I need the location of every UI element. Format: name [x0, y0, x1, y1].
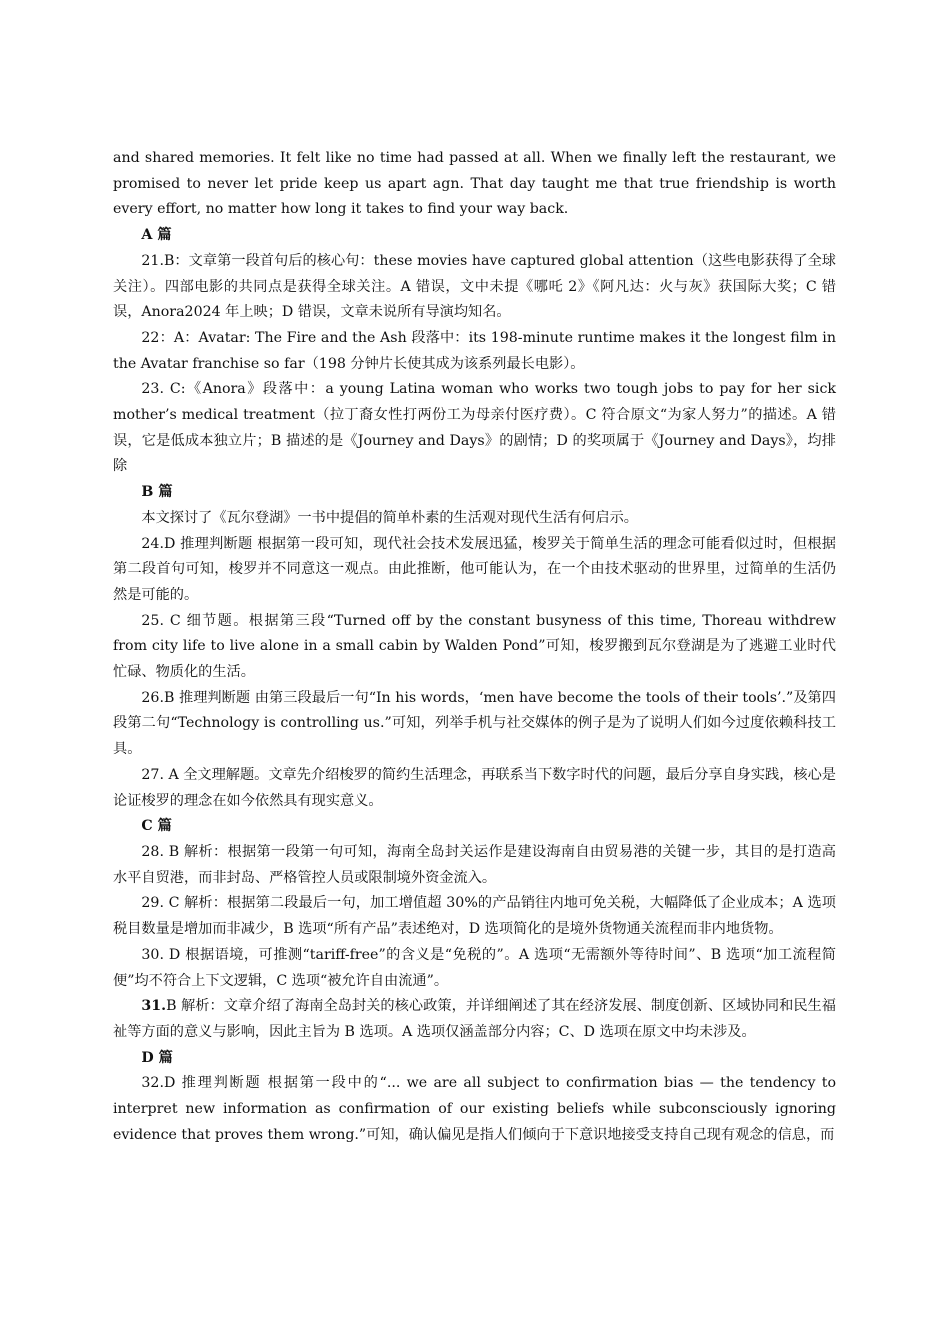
section-b-heading: B 篇 [141, 484, 173, 501]
answer-key-page [113, 146, 836, 1148]
answer-31 [113, 994, 836, 1045]
section-b-summary: 本文探讨了《瓦尔登湖》一书中提倡的简单朴素的生活观对现代生活有何启示。 [141, 509, 638, 526]
answer-21: 21.B：文章第一段首句后的核心句：these movies have captured global attention（这些电影获得了全球关注）。四部电影的共同点是获得全球关注。A 错误，文中未提《哪吒 2》《阿凡达：火与灰》获国际大奖；C 错误，Anora2024 年上映；D 错误，文章未说所有导演均知名。 [113, 252, 836, 321]
section-a-heading: A 篇 [141, 227, 172, 244]
answer-30: 30. D 根据语境，可推测“tariff-free”的含义是“免税的”。A 选项“无需额外等待时间”、B 选项“加工流程简便”均不符合上下文逻辑，C 选项“被允许自由流通”。 [113, 946, 836, 989]
answer-22: 22：A：Avatar: The Fire and the Ash 段落中：its 198-minute runtime makes it the longest film in the Avatar franchise so far（198 分钟片长使其成为该系列最长电影）。 [113, 329, 836, 372]
answer-27: 27. A 全文理解题。文章先介绍梭罗的简约生活理念，再联系当下数字时代的问题，最后分享自身实践，核心是论证梭罗的理念在如今依然具有现实意义。 [113, 766, 836, 809]
section-d-heading: D 篇 [141, 1049, 173, 1066]
answer-23: 23. C:《Anora》段落中：a young Latina woman who works two tough jobs to pay for her sick mother’s medical treatment（拉丁裔女性打两份工为母亲付医疗费）。C 符合原文“为家人努力”的描述。A 错误，它是低成本独立片；B 描述的是《Journey and Days》的剧情；D 的奖项属于《Journey and Days》，均排除 [113, 381, 836, 475]
passage-continuation: and shared memories. It felt like no time had passed at all. When we finally left the restaurant, we promised to never let pride keep us apart agn. That day taught me that true friendship is worth every effort, no matter how long it takes to find your way back. [113, 150, 836, 218]
answer-31-text: B 解析：文章介绍了海南全岛封关的核心政策，并详细阐述了其在经济发展、制度创新、区域协同和民生福祉等方面的意义与影响，因此主旨为 B 选项。A 选项仅涵盖部分内容；C、D 选项在原文中均未涉及。 [113, 998, 836, 1040]
answer-32: 32.D 推理判断题 根据第一段中的“... we are all subject to confirmation bias — the tendency to interpret new information as confirmation of our existing beliefs while subconsciously ignoring evidence that proves them wrong.”可知，确认偏见是指人们倾向于下意识地接受支持自己现有观念的信息，而 [113, 1075, 836, 1143]
answer-29: 29. C 解析：根据第二段最后一句，加工增值超 30%的产品销往内地可免关税，大幅降低了企业成本；A 选项税目数量是增加而非减少，B 选项“所有产品”表述绝对，D 选项简化的是境外货物通关流程而非内地货物。 [113, 895, 836, 938]
answer-24: 24.D 推理判断题 根据第一段可知，现代社会技术发展迅猛，梭罗关于简单生活的理念可能看似过时，但根据第二段首句可知，梭罗并不同意这一观点。由此推断，他可能认为，在一个由技术驱动的世界里，过简单的生活仍然是可能的。 [113, 535, 836, 603]
section-c-heading: C 篇 [141, 818, 172, 835]
answer-28: 28. B 解析：根据第一段第一句可知，海南全岛封关运作是建设海南自由贸易港的关键一步，其目的是打造高水平自贸港，而非封岛、严格管控人员或限制境外资金流入。 [113, 843, 836, 886]
answer-25: 25. C 细节题。根据第三段“Turned off by the constant busyness of this time, Thoreau withdrew from city life to live alone in a small cabin by Walden Pond”可知，梭罗搬到瓦尔登湖是为了逃避工业时代忙碌、物质化的生活。 [113, 612, 836, 681]
answer-26: 26.B 推理判断题 由第三段最后一句“In his words，‘men have become the tools of their tools’.”及第四段第二句“Technology is controlling us.”可知，列举手机与社交媒体的例子是为了说明人们如今过度依赖科技工具。 [113, 689, 836, 758]
answer-31-number: 31. [141, 998, 167, 1015]
